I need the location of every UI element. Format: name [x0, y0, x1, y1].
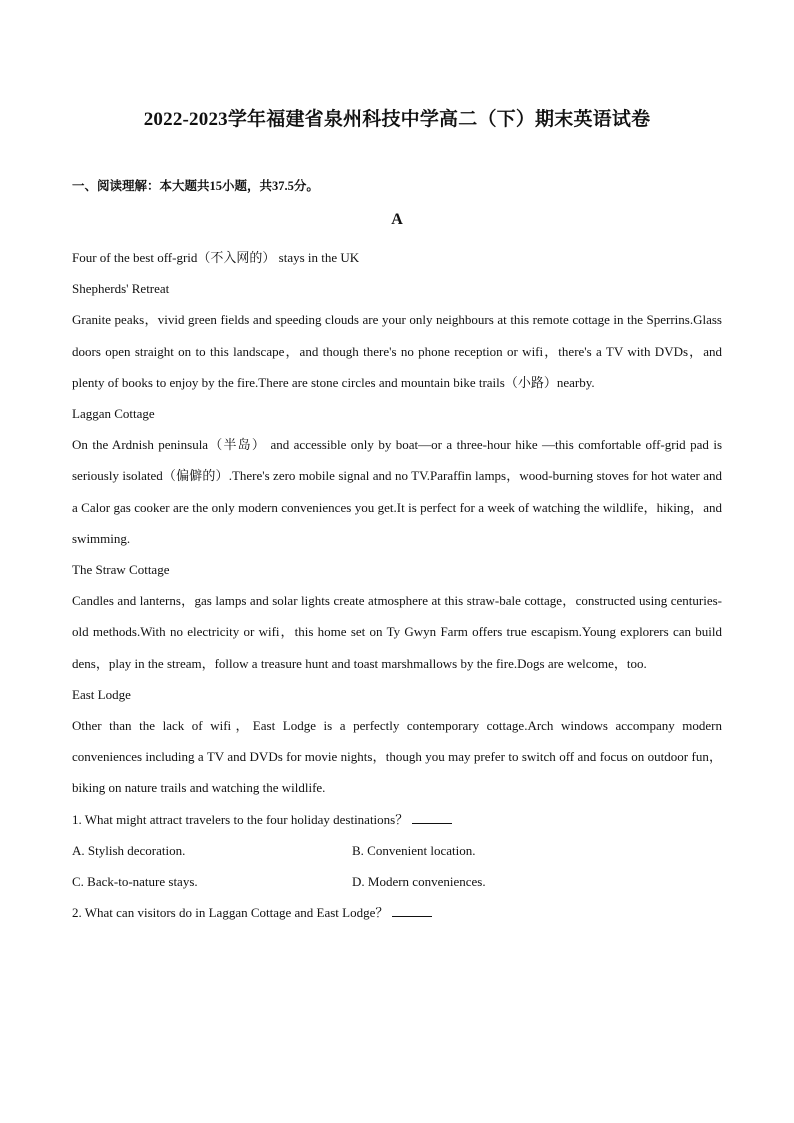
passage-content — [72, 242, 722, 928]
place-name-laggan-cottage: Laggan Cottage — [72, 406, 155, 422]
place-text-laggan-cottage: On the Ardnish peninsula（半岛） and accessible only by boat—or a three-hour hike —this comfortable off-grid pad is seriously isolated（偏僻的）.There's zero mobile signal and no TV.Paraffin lamps，wood-burning stoves for hot water and a Calor gas cooker are the only modern conveniences you get.It is perfect for a week of watching the wildlife，hiking，and swimming. — [72, 437, 722, 546]
answer-blank — [392, 902, 432, 917]
question-2-stem — [72, 897, 722, 928]
question-1-text: 1. What might attract travelers to the four holiday destinations？ — [72, 811, 409, 827]
answer-blank — [412, 809, 452, 824]
place-name-straw-cottage: The Straw Cottage — [72, 562, 170, 578]
option-a: A. Stylish decoration. — [72, 842, 186, 858]
passage-intro: Four of the best off-grid（不入网的） stays in the UK — [72, 250, 360, 265]
question-1-options — [72, 835, 722, 897]
place-name-east-lodge: East Lodge — [72, 686, 131, 702]
option-c: C. Back-to-nature stays. — [72, 874, 198, 890]
option-d: D. Modern conveniences. — [352, 874, 486, 890]
passage-letter: A — [391, 211, 403, 228]
place-name-shepherds-retreat: Shepherds' Retreat — [72, 281, 170, 297]
question-2-text: 2. What can visitors do in Laggan Cottage and East Lodge？ — [72, 905, 389, 921]
question-1-stem — [72, 804, 722, 835]
place-text-shepherds-retreat: Granite peaks，vivid green fields and speeding clouds are your only neighbours at this remote cottage in the Sperrins.Glass doors open straight on to this landscape，and though there's no phone reception or wifi，there's a TV with DVDs，and plenty of books to enjoy by the fire.There are stone circles and mountain bike trails（小路）nearby. — [72, 312, 722, 390]
exam-title: 2022-2023学年福建省泉州科技中学高二（下）期末英语试卷 — [143, 109, 651, 130]
option-b: B. Convenient location. — [352, 842, 476, 858]
place-text-east-lodge: Other than the lack of wifi，East Lodge is a perfectly contemporary cottage.Arch windows accompany modern conveniences including a TV and DVDs for movie nights，though you may prefer to switch off and focus on outdoor fun，biking on nature trails and watching the wildlife. — [72, 718, 722, 796]
section-heading: 一、阅读理解：本大题共15小题，共37.5分。 — [72, 179, 319, 193]
place-text-straw-cottage: Candles and lanterns，gas lamps and solar lights create atmosphere at this straw-bale cottage，constructed using centuries-old methods.With no electricity or wifi，this home set on Ty Gwyn Farm offers true escapism.Young explorers can build dens，play in the stream，follow a treasure hunt and toast marshmallows by the fire.Dogs are welcome，too. — [72, 593, 722, 671]
